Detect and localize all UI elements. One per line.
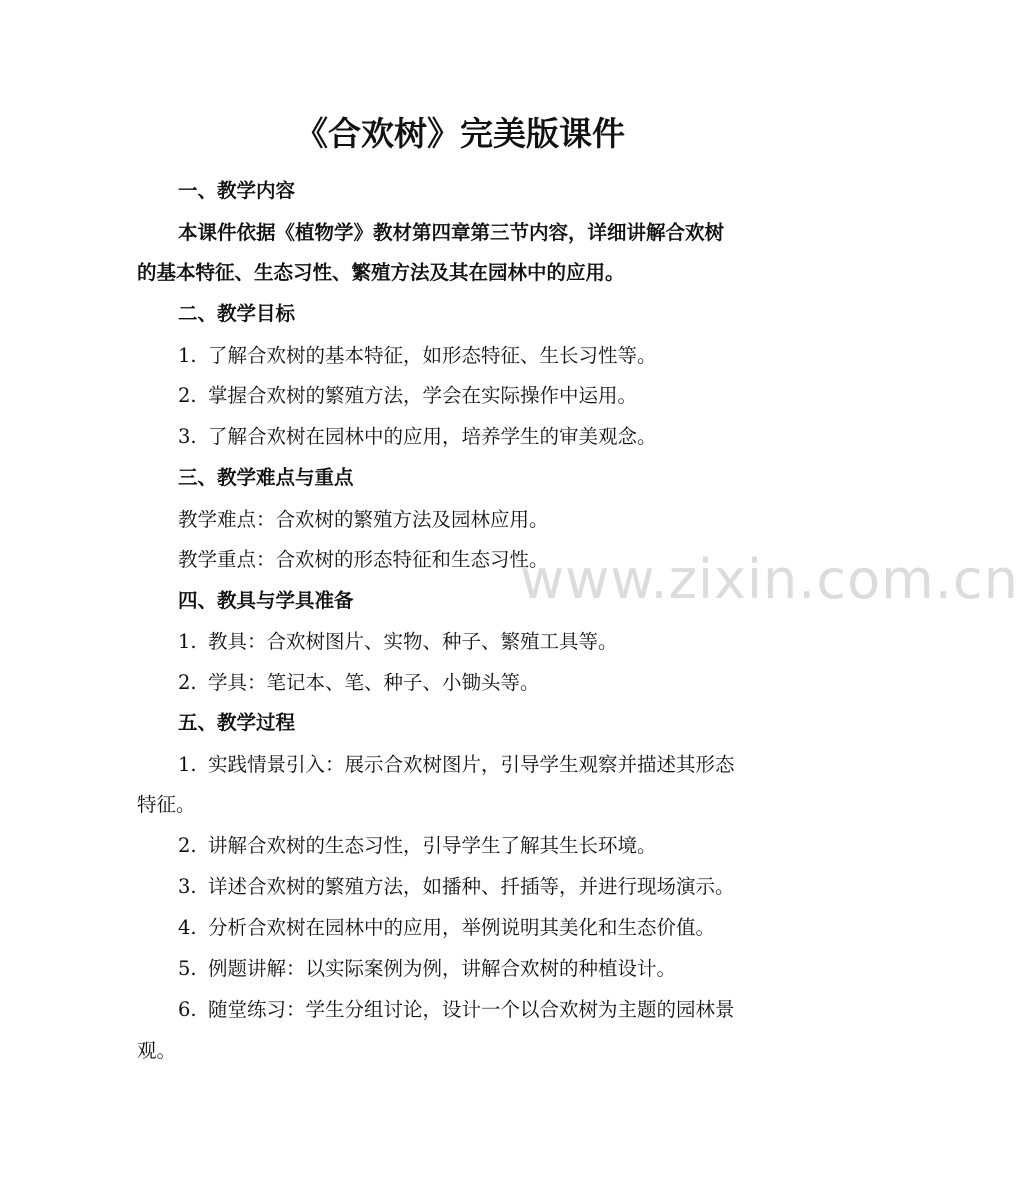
list-item-number: 5.	[178, 957, 197, 980]
list-item	[178, 994, 788, 1022]
list-item-number: 4.	[178, 916, 197, 939]
list-item-text: 随堂练习：学生分组讨论，设计一个以合欢树为主题的园林景	[208, 998, 735, 1021]
section-heading-key-points: 三、教学难点与重点	[178, 466, 354, 489]
list-item-text: 实践情景引入：展示合欢树图片，引导学生观察并描述其形态	[208, 753, 735, 776]
list-item-number: 6.	[178, 998, 197, 1021]
list-item	[178, 380, 788, 408]
section-heading-process: 五、教学过程	[178, 711, 296, 734]
list-item-text: 掌握合欢树的繁殖方法，学会在实际操作中运用。	[208, 384, 638, 407]
list-item	[178, 749, 788, 777]
list-item-text: 详述合欢树的繁殖方法，如播种、扦插等，并进行现场演示。	[208, 875, 735, 898]
section-heading-content: 一、教学内容	[178, 179, 296, 202]
list-item-continuation: 观。	[137, 1039, 177, 1062]
list-item	[178, 912, 788, 940]
list-item-number: 2.	[178, 384, 197, 407]
list-item	[178, 626, 788, 654]
list-item-continuation: 特征。	[137, 793, 196, 816]
list-item	[178, 953, 788, 981]
list-item-text: 学具：笔记本、笔、种子、小锄头等。	[208, 671, 540, 694]
list-item-number: 2.	[178, 671, 197, 694]
list-item-number: 1.	[178, 344, 197, 367]
content-paragraph-line-1: 本课件依据《植物学》教材第四章第三节内容，详细讲解合欢树	[178, 221, 725, 244]
list-item-number: 3.	[178, 425, 197, 448]
section-heading-goals: 二、教学目标	[178, 302, 296, 325]
list-item-number: 1.	[178, 753, 197, 776]
list-item	[178, 421, 788, 449]
difficulty-text: 教学难点：合欢树的繁殖方法及园林应用。	[178, 508, 549, 531]
list-item	[178, 340, 788, 368]
list-item-text: 例题讲解：以实际案例为例，讲解合欢树的种植设计。	[208, 957, 677, 980]
list-item	[178, 871, 788, 899]
list-item-number: 3.	[178, 875, 197, 898]
list-item-text: 讲解合欢树的生态习性，引导学生了解其生长环境。	[208, 834, 657, 857]
list-item-text: 分析合欢树在园林中的应用，举例说明其美化和生态价值。	[208, 916, 716, 939]
list-item-text: 了解合欢树在园林中的应用，培养学生的审美观念。	[208, 425, 657, 448]
page-title: 《合欢树》完美版课件	[295, 114, 625, 153]
list-item-text: 教具：合欢树图片、实物、种子、繁殖工具等。	[208, 630, 618, 653]
watermark: www.zixin.com.cn	[520, 548, 1019, 611]
section-heading-tools: 四、教具与学具准备	[178, 589, 354, 612]
list-item	[178, 830, 788, 858]
list-item-number: 1.	[178, 630, 197, 653]
list-item-text: 了解合欢树的基本特征，如形态特征、生长习性等。	[208, 344, 657, 367]
focus-text: 教学重点：合欢树的形态特征和生态习性。	[178, 548, 549, 571]
list-item-number: 2.	[178, 834, 197, 857]
content-paragraph-line-2: 的基本特征、生态习性、繁殖方法及其在园林中的应用。	[137, 261, 625, 284]
list-item	[178, 667, 788, 695]
